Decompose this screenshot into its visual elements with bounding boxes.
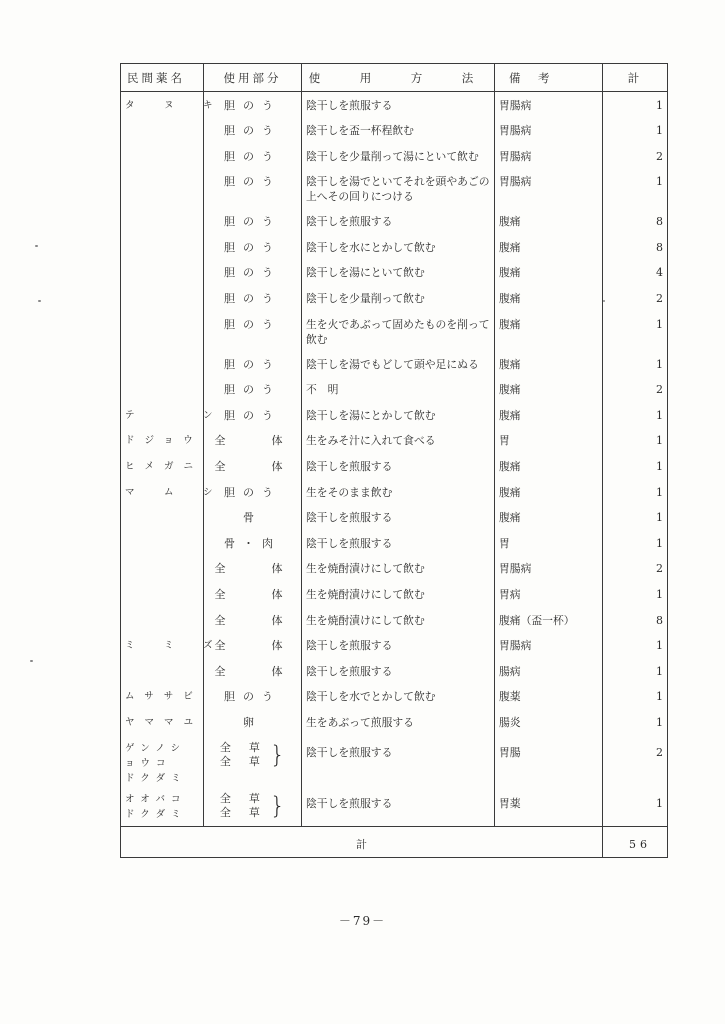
remarks-cell: 腸病	[495, 658, 603, 684]
part-used-pair: 全草 全草	[219, 740, 278, 768]
usage-method-cell: 陰干しを煎服する	[302, 658, 495, 684]
table-row	[121, 453, 668, 479]
part-used-pair-cell	[204, 735, 302, 786]
part-used-cell: 胆のう	[204, 351, 302, 377]
count-cell: 1	[603, 168, 668, 208]
scan-speck	[30, 660, 33, 662]
count-cell: 8	[603, 208, 668, 234]
part-used-cell: 卵	[204, 709, 302, 735]
table-row	[121, 683, 668, 709]
table-row	[121, 92, 668, 118]
remarks-cell: 胃	[495, 530, 603, 556]
remarks-cell: 腹痛	[495, 285, 603, 311]
table-body	[121, 92, 668, 735]
usage-method-cell: 陰干しを煎服する	[302, 735, 495, 786]
count-cell: 1	[603, 709, 668, 735]
remarks-cell: 胃腸病	[495, 143, 603, 169]
medicine-name-cell	[121, 607, 204, 633]
total-value: 56	[603, 826, 668, 857]
medicine-name-cell: ムササビ	[121, 683, 204, 709]
table-row	[121, 351, 668, 377]
part-used-cell: 胆のう	[204, 117, 302, 143]
medicine-name-cell	[121, 581, 204, 607]
medicine-name-cell	[121, 658, 204, 684]
remarks-cell: 腹痛	[495, 311, 603, 351]
medicine-name-cell: ヤママユ	[121, 709, 204, 735]
part-used-pair-cell	[204, 786, 302, 827]
count-cell: 1	[603, 658, 668, 684]
remarks-cell: 胃薬	[495, 786, 603, 827]
remarks-cell: 腹痛	[495, 351, 603, 377]
count-cell: 2	[603, 143, 668, 169]
usage-method-cell: 陰干しを少量削って湯にといて飲む	[302, 143, 495, 169]
remarks-cell: 腹痛	[495, 453, 603, 479]
usage-method-cell: 生をそのまま飲む	[302, 479, 495, 505]
table-body-combined	[121, 735, 668, 827]
count-cell: 4	[603, 259, 668, 285]
usage-method-cell: 生をみそ汁に入れて食べる	[302, 427, 495, 453]
part-used-cell: 骨・肉	[204, 530, 302, 556]
count-cell: 1	[603, 581, 668, 607]
medicine-name-cell	[121, 143, 204, 169]
table-row	[121, 632, 668, 658]
medicine-name-cell: ヒメガニ	[121, 453, 204, 479]
medicine-name-cell	[121, 376, 204, 402]
count-cell: 1	[603, 351, 668, 377]
medicine-name-cell	[121, 555, 204, 581]
table-row	[121, 376, 668, 402]
medicine-name-cell: ミ ミ ズ	[121, 632, 204, 658]
usage-method-cell: 陰干しを湯にとかして飲む	[302, 402, 495, 428]
table-row-combined	[121, 786, 668, 827]
part-used-cell: 胆のう	[204, 208, 302, 234]
medicine-name-cell	[121, 208, 204, 234]
medicine-name-cell	[121, 311, 204, 351]
usage-method-cell: 陰干しを少量削って飲む	[302, 285, 495, 311]
part-used-cell: 全 体	[204, 632, 302, 658]
usage-method-cell: 生を火であぶって固めたものを削って飲む	[302, 311, 495, 351]
usage-method-cell: 不 明	[302, 376, 495, 402]
part-used-cell: 全 体	[204, 658, 302, 684]
count-cell: 1	[603, 311, 668, 351]
table-row	[121, 607, 668, 633]
part-used-pair: 全草 全草	[219, 791, 278, 819]
remarks-cell: 腹痛	[495, 504, 603, 530]
remarks-cell: 胃腸病	[495, 555, 603, 581]
usage-method-cell: 生を焼酎漬けにして飲む	[302, 607, 495, 633]
usage-method-cell: 陰干しを煎服する	[302, 453, 495, 479]
table-header-row	[121, 64, 668, 92]
medicine-name-cell: テ ン	[121, 402, 204, 428]
header-usage-method: 使 用 方 法	[302, 64, 495, 92]
medicine-name-cell	[121, 504, 204, 530]
usage-method-cell: 生を焼酎漬けにして飲む	[302, 555, 495, 581]
medicine-name-cell	[121, 234, 204, 260]
part-used-cell: 全 体	[204, 453, 302, 479]
table-row	[121, 555, 668, 581]
table-row	[121, 117, 668, 143]
table-row	[121, 285, 668, 311]
medicine-name-cell: マ ム シ	[121, 479, 204, 505]
table-row-combined	[121, 735, 668, 786]
count-cell: 2	[603, 555, 668, 581]
folk-medicine-table	[120, 63, 668, 858]
remarks-cell: 腸炎	[495, 709, 603, 735]
usage-method-cell: 陰干しを煎服する	[302, 92, 495, 118]
remarks-cell: 腹痛	[495, 376, 603, 402]
medicine-name-pair-cell: オオバコ ドクダミ	[121, 786, 204, 827]
part-used-cell: 胆のう	[204, 234, 302, 260]
header-medicine-name: 民間薬名	[121, 64, 204, 92]
table-row	[121, 311, 668, 351]
brace-icon: }	[269, 791, 286, 820]
remarks-cell: 胃腸病	[495, 117, 603, 143]
medicine-name-cell	[121, 259, 204, 285]
usage-method-cell: 陰干しを水にとかして飲む	[302, 234, 495, 260]
part-used-cell: 胆のう	[204, 683, 302, 709]
medicine-name-cell	[121, 285, 204, 311]
part-used-cell: 全 体	[204, 427, 302, 453]
usage-method-cell: 陰干しを煎服する	[302, 504, 495, 530]
part-used-cell: 胆のう	[204, 479, 302, 505]
table-row	[121, 709, 668, 735]
remarks-cell: 腹痛	[495, 208, 603, 234]
part-used-cell: 全 体	[204, 555, 302, 581]
remarks-cell: 胃腸病	[495, 168, 603, 208]
remarks-cell: 腹痛	[495, 259, 603, 285]
header-part-used: 使用部分	[204, 64, 302, 92]
table-row	[121, 530, 668, 556]
total-label: 計	[121, 826, 603, 857]
medicine-name-cell: ドジョウ	[121, 427, 204, 453]
header-remarks: 備 考	[495, 64, 603, 92]
scan-speck	[38, 300, 41, 302]
table-row	[121, 427, 668, 453]
remarks-cell: 胃病	[495, 581, 603, 607]
table-row	[121, 208, 668, 234]
part-used-cell: 胆のう	[204, 402, 302, 428]
part-used-cell: 胆のう	[204, 143, 302, 169]
remarks-cell: 腹痛	[495, 479, 603, 505]
medicine-name-cell: タ ヌ キ	[121, 92, 204, 118]
table-row	[121, 259, 668, 285]
scan-speck	[35, 245, 38, 247]
part-used-cell: 全 体	[204, 581, 302, 607]
count-cell: 1	[603, 402, 668, 428]
usage-method-cell: 陰干しを煎服する	[302, 208, 495, 234]
count-cell: 2	[603, 376, 668, 402]
part-used-cell: 全 体	[204, 607, 302, 633]
remarks-cell: 胃腸	[495, 735, 603, 786]
table-row	[121, 402, 668, 428]
usage-method-cell: 陰干しを湯にといて飲む	[302, 259, 495, 285]
count-cell: 1	[603, 786, 668, 827]
remarks-cell: 腹痛	[495, 402, 603, 428]
count-cell: 2	[603, 285, 668, 311]
part-used-cell: 胆のう	[204, 259, 302, 285]
usage-method-cell: 陰干しを水でとかして飲む	[302, 683, 495, 709]
medicine-name-cell	[121, 530, 204, 556]
count-cell: 1	[603, 453, 668, 479]
medicine-name-pair-cell: ゲンノショウコ ドクダミ	[121, 735, 204, 786]
table-row	[121, 479, 668, 505]
page-number: －79－	[338, 914, 387, 928]
count-cell: 8	[603, 234, 668, 260]
usage-method-cell: 生をあぶって煎服する	[302, 709, 495, 735]
remarks-cell: 腹痛（盃一杯）	[495, 607, 603, 633]
remarks-cell: 胃腸病	[495, 92, 603, 118]
count-cell: 1	[603, 92, 668, 118]
table-row	[121, 504, 668, 530]
remarks-cell: 腹痛	[495, 234, 603, 260]
remarks-cell: 胃腸病	[495, 632, 603, 658]
usage-method-cell: 陰干しを煎服する	[302, 632, 495, 658]
part-used-cell: 胆のう	[204, 168, 302, 208]
part-used-cell: 胆のう	[204, 92, 302, 118]
usage-method-cell: 陰干しを煎服する	[302, 786, 495, 827]
usage-method-cell: 陰干しを煎服する	[302, 530, 495, 556]
count-cell: 1	[603, 479, 668, 505]
table-row	[121, 658, 668, 684]
remarks-cell: 腹薬	[495, 683, 603, 709]
usage-method-cell: 陰干しを湯でもどして頭や足にぬる	[302, 351, 495, 377]
header-count: 計	[603, 64, 668, 92]
count-cell: 1	[603, 632, 668, 658]
table-row	[121, 168, 668, 208]
usage-method-cell: 陰干しを盃一杯程飲む	[302, 117, 495, 143]
brace-icon: }	[269, 740, 286, 769]
table-row	[121, 143, 668, 169]
total-row	[121, 826, 668, 857]
count-cell: 8	[603, 607, 668, 633]
count-cell: 1	[603, 504, 668, 530]
medicine-name-cell	[121, 168, 204, 208]
table-row	[121, 234, 668, 260]
usage-method-cell: 生を焼酎漬けにして飲む	[302, 581, 495, 607]
count-cell: 1	[603, 427, 668, 453]
part-used-cell: 胆のう	[204, 376, 302, 402]
count-cell: 1	[603, 683, 668, 709]
table-row	[121, 581, 668, 607]
medicine-name-cell	[121, 117, 204, 143]
part-used-cell: 骨	[204, 504, 302, 530]
medicine-name-cell	[121, 351, 204, 377]
count-cell: 1	[603, 117, 668, 143]
part-used-cell: 胆のう	[204, 285, 302, 311]
usage-method-cell: 陰干しを湯でといてそれを頭やあごの上へその回りにつける	[302, 168, 495, 208]
count-cell: 2	[603, 735, 668, 786]
part-used-cell: 胆のう	[204, 311, 302, 351]
count-cell: 1	[603, 530, 668, 556]
remarks-cell: 胃	[495, 427, 603, 453]
